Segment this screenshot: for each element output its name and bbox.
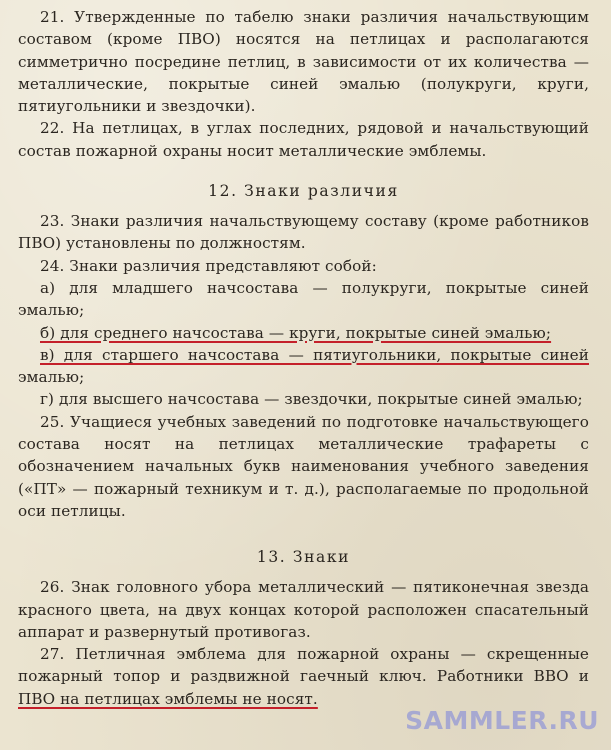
paragraph-24: 24. Знаки различия представляют собой: — [40, 256, 377, 275]
watermark-logo: SAMMLER.RU — [405, 705, 599, 735]
paragraph-26: 26. Знак головного убора металлический — пятиконечная звезда красного цвета, на двух концах которой расположен спасательный аппарат и развернутый противогаз. — [18, 578, 589, 641]
paragraph-25: 25. Учащиеся учебных заведений по подготовке начальствующего состава носят на петлицах металлические трафареты с обозначением начальных букв наименования учебного заведения («ПТ» — пожарный техникум и т. д.), располагаемые по продольной оси петлицы. — [18, 412, 589, 520]
paragraph-24c — [18, 344, 589, 389]
paragraph-22: 22. На петлицах, в углах последних, рядовой и начальствующий состав пожарной охраны носит металлические эмблемы. — [18, 119, 589, 160]
underlined-24c: в) для старшего начсостава — пятиугольники, покрытые синей — [40, 345, 589, 364]
paragraph-27 — [18, 643, 589, 710]
spacer — [18, 522, 589, 538]
paragraph-24d: г) для высшего начсостава — звездочки, покрытые синей эмалью; — [40, 390, 583, 409]
paragraph-24c-rest: эмалью; — [18, 368, 85, 387]
paragraph-27-start: 27. Петличная эмблема для пожарной охраны — скрещенные пожарный топор и раздвижной гаечный ключ. Работники ВВО и — [18, 645, 589, 686]
paragraph-21: 21. Утвержденные по табелю знаки различия начальствующим составом (кроме ПВО) носятся на петлицах и располагаются симметрично посредине петлиц, в зависимости от их количества — металлические, покрытые синей эмалью (полукруги, круги, пятиугольники и звездочки). — [18, 8, 589, 116]
underlined-27: ПВО на петлицах эмблемы не носят. — [18, 689, 318, 708]
spacer — [18, 162, 589, 172]
section-12-title: 12. Знаки различия — [208, 182, 399, 201]
paragraph-24b — [18, 322, 589, 344]
paragraph-23: 23. Знаки различия начальствующему составу (кроме работников ПВО) установлены по должностям. — [18, 212, 589, 253]
paragraph-24a: а) для младшего начсостава — полукруги, покрытые синей эмалью; — [18, 278, 589, 320]
section-13-title: 13. Знаки — [256, 548, 351, 567]
underlined-24b: б) для среднего начсостава — круги, покрытые синей эмалью; — [40, 323, 552, 342]
